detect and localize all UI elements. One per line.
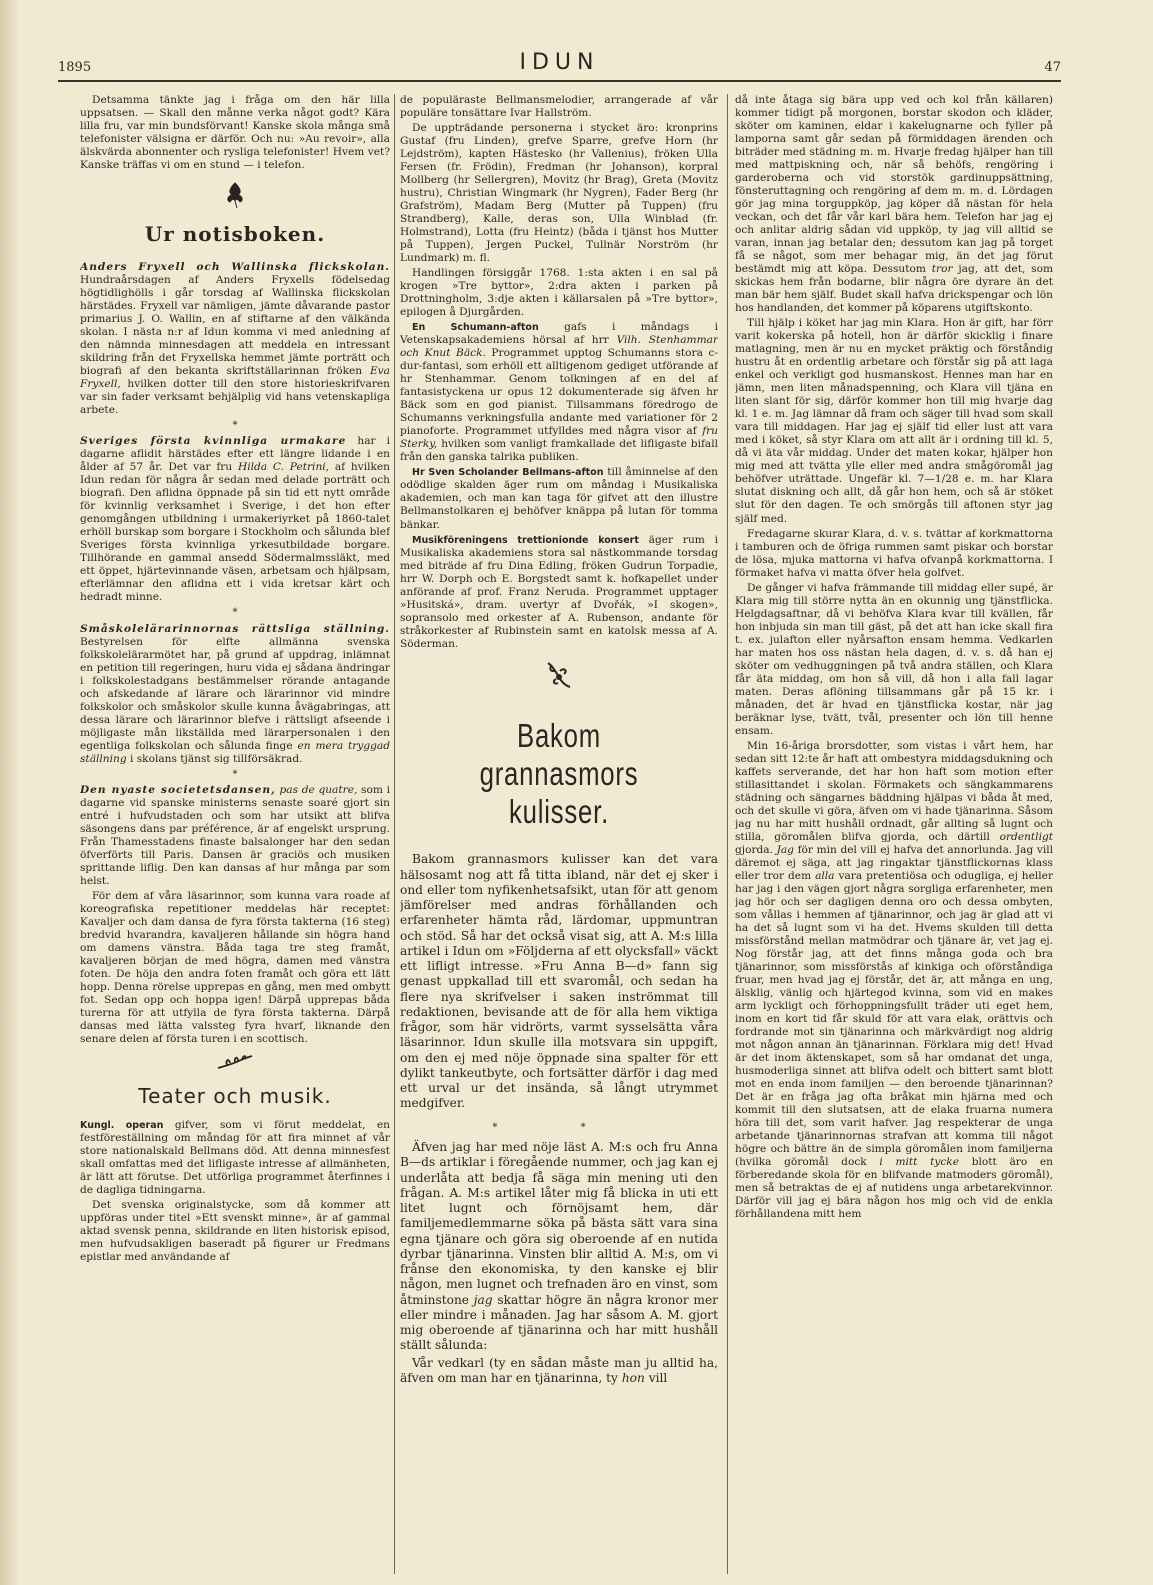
- lead-dans: Den nyaste societetsdansen,: [80, 784, 276, 797]
- article-urmakare: Sveriges första kvinnliga urmakare har i dagarne aflidit härstädes efter ett längre lidande i en ålder af 57 år. Det var fru Hilda C. Petrini, af hvilken Idun redan för några år sedan med delade porträtt och biografi. Den aflidna öppnade på sin tid ett nytt område för kvinnlig verksamhet i Sverige, i det hon efter genomgången utbildning i urmakeriyrket på 1860-talet erhöll burskap som borgare i Stockholm och sålunda blef Sveriges första kvinnliga yrkesutbildade borgare. Tillhörande en gammal ansedd Södermalmssläkt, med ett öppet, hjärtevinnande väsen, arbetsam och hjälpsam, efterlämnar den aflidna ett i vida kretsar kärt och hedradt minne.: [80, 435, 390, 604]
- column-2: [400, 94, 718, 1579]
- cast-paragraph: De uppträdande personerna i stycket äro: kronprins Gustaf (fru Linden), grefve Sparre, grefve Horn (hr Lejdström), kapten Hästesko (hr Vallenius), fröken Ulla Fersen (fr. Frödin), Fredman (hr Johanson), korpral Mollberg (hr Sellergren), Movitz (hr Brag), Greta (Movitz hustru), Christian Wingmark (hr Nygren), Fader Berg (hr Grafström), Madam Berg (Mutter på Tuppen) (fru Strandberg), Kalle, deras son, Ulla Winblad (fr. Holmstrand), Lotta (fru Heintz) (båda i tjänst hos Mutter på Tuppen), Jergen Puckel, Tullnär Norström (hr Lundmark) m. fl.: [400, 122, 718, 265]
- lead-smaskol: Småskolelärarinnornas rättsliga ställning.: [80, 622, 390, 635]
- header-title: IDUN: [519, 50, 600, 75]
- column-1: [80, 94, 390, 1579]
- separator-star: *: [232, 607, 238, 619]
- article-musikforening: Musikföreningens trettionionde konsert äger rum i Musikaliska akademiens stora sal nästkommande torsdag med biträde af fru Dina Edling, fröken Gudrun Torpadie, hrr W. Dorph och E. Borgstedt samt k. hofkapellet under anförande af prof. Franz Neruda. Programmet upptager »Husitská», dram. uvertyr af Dvořák, »I skogen», sopransolo med orkester af A. Rubenson, andante för stråkorkester af Rubinstein samt en katolsk messa af A. Söderman.: [400, 533, 718, 650]
- column-divider-1: [394, 94, 395, 1574]
- bakom-paragraph-1: Bakom grannasmors kulisser kan det vara hälsosamt nog att få titta ibland, när det ej sker i ond eller tom nyfikenhetsafsikt, utan för att genom jämförelser med andras förhållanden och erfarenheter hämta råd, lärdomar, uppmuntran och stöd. Så har det också visat sig, att A. M:s lilla artikel i Idun om »Följderna af ett olycksfall» väckt ett lifligt intresse. »Fru Anna B—d» fann sig genast uppkallad till ett svaromål, och sedan ha flere nya skrifvelser i saken inströmmat till redaktionen, bevisande att de för alla hem viktiga frågor, som här vidrörts, varmt sysselsätta våra läsarinnor. Idun skulle illa motsvara sin uppgift, om den ej med nöje öppnade sina spalter för ett dylikt tankeutbyte, och fortsätter därför i dag med ett urval ur det insända, så långt utrymmet medgifver.: [400, 852, 718, 1111]
- article-schumann: En Schumann-afton gafs i måndags i Vetenskapsakademiens hörsal af hrr Vilh. Stenhammar och Knut Bäck. Programmet upptog Schumanns stora c-dur-fantasi, som erhöll ett alltigenom gediget utförande af hr Stenhammar. Genom tolkningen af en del af fantasistyckena ur opus 12 dokumenterade sig äfven hr Bäck som en god pianist. Tillsammans föredrogo de Schumanns verkningsfulla andante med variationer för 2 pianoforte. Programmet utfylldes med några visor af fru Sterky, hvilken som vanligt framkallade det lifligaste bifall från den ganska talrika publiken.: [400, 321, 718, 464]
- col3-paragraph-3: Fredagarne skurar Klara, d. v. s. tvättar af korkmattorna i tamburen och de öfriga rummen samt piskar och borstar de lösa, mjuka mattorna vi hafva ofvanpå korkmattorna. I förmaket hafva vi matta öfver hela golfvet.: [735, 527, 1053, 579]
- lead-musikforening: Musikföreningens trettionionde konsert: [412, 534, 639, 546]
- intro-paragraph: Detsamma tänkte jag i fråga om den här lilla uppsatsen. — Skall den månne verka något godt? Kära lilla fru, var min bundsförvant! Kanske skola många små telefonister välsigna er därför. Och nu: »Au revoir», alla älskvärda abonnenter och rysliga telefonister! Hvem vet? Kanske träffas vi om en stund — i telefon.: [80, 94, 390, 172]
- article-dans: Den nyaste societetsdansen, pas de quatre, som i dagarne vid spanske ministerns senaste soaré gjort sin entré i hufvudstaden och som har utsikt att blifva säsongens dans par préférence, är af engelskt ursprung. Från Thamesstadens finaste balsalonger har den sedan öfverförts till Paris. Dansen är graciös och musiken sprittande liflig. Den kan dansas af hur många par som helst.: [80, 784, 390, 888]
- floral-ornament-icon: [80, 180, 390, 214]
- header-year: 1895: [58, 60, 92, 75]
- column-divider-2: [727, 94, 728, 1574]
- section-title-teater: Teater och musik.: [138, 1084, 332, 1109]
- lead-opera: Kungl. operan: [80, 1120, 164, 1132]
- article-bakom-body: [400, 852, 718, 1386]
- header-page-number: 47: [1044, 60, 1061, 75]
- col3-paragraph-4: De gånger vi hafva främmande till middag eller supé, är Klara mig till större nytta än en okunnig ung tjänstflicka. Helgdagsaftnar, då vi behöfva Klara kvar till kvällen, får hon inbjuda sin man till gäst, på det att han icke skall fira t. ex. julafton eller nyårsafton ensam hemma. Vedkarlen har maten hos oss nästan hela dagen, d. v. s. då han ej sköter om vedhuggningen på två andra ställen, och Klara får äta middag, om hon så vill, då hon i alla fall lagar maten. Deras aflöning tillsammans går på 15 kr. i månaden, det är hvad en tjänstflicka kostar, när jag beräknar lyse, tvätt, tvål, presenter och lön till henne ensam.: [735, 581, 1053, 737]
- separator-star: *: [232, 419, 238, 431]
- article-dans-recipe: För dem af våra läsarinnor, som kunna vara roade af koreografiska repetitioner meddelas här receptet: Kavaljer och dam dansa de fyra första takterna (16 steg) bredvid hvarandra, kavaljeren hållande sin högra hand om damens vänstra. Båda taga tre steg framåt, kavaljeren början de med högra, damen med vänstra foten. De höja den andra foten framåt och göra ett lätt hopp. Denna rörelse upprepas en gång, men med ombytt fot. Sedan opp och hoppa igen! Därpå upprepas båda turerna för att utfylla de fyra första takterna. Därpå dansas med lätta valssteg fyra hvarf, liknande den senare delen af första turen i en scottisch.: [80, 890, 390, 1046]
- separator-stars: * *: [492, 1121, 626, 1133]
- article-opera: Kungl. operan gifver, som vi förut meddelat, en festföreställning om måndag för att fira minnet af vår store nationalskald Bellmans död. Att denna minnesfest skall omfattas med det lifligaste intresse af allmänheten, är lätt att förutse. Det utförliga programmet återfinnes i de dagliga tidningarna.: [80, 1119, 390, 1197]
- section-title-notisboken: Ur notisboken.: [144, 222, 326, 247]
- vine-ornament-icon: [400, 659, 718, 695]
- lead-scholander: Hr Sven Scholander Bellmans-afton: [412, 467, 604, 479]
- lead-urmakare: Sveriges första kvinnliga urmakare: [80, 435, 347, 448]
- handling-paragraph: Handlingen försiggår 1768. 1:sta akten i en sal på krogen »Tre byttor», 2:dra akten i parken på Drottningholm, 3:dje akten i källarsalen på »Tre byttor», epilogen å Djurgården.: [400, 267, 718, 319]
- article-opera-cont: Det svenska originalstycke, som då kommer att uppföras under titel »Ett svenskt minne», är af gammal aktad svensk penna, skildrande en liten historisk episod, men hufvudsakligen baseradt på figurer ur Fredmans epistlar med användande af: [80, 1199, 390, 1264]
- col3-paragraph-2: Till hjälp i köket har jag min Klara. Hon är gift, har förr varit kokerska på hotell, hon är därför skicklig i finare matlagning, men är nu en mycket präktig och förståndig hustru åt en ordentlig arbetare och förstår sig på att laga enkel och verkligt god husmanskost. Hennes man har en jämn, men liten månadspenning, och Klara vill tjäna en liten slant för sig, därför kommer hon till mig hvarje dag kl. 1 e. m. Jag lämnar då fram och säger till hvad som skall vara till middagen. Har jag ej själf tid eller lust att vara med i köket, så styr Klara om att allt är i ordning till kl. 5, då vi äta vår middag. Under det maten kokar, hjälper hon mig med att tvätta ylle eller med andra smågöromål jag behöfver uträttade. Ungefär kl. 7—1/28 e. m. har Klara slutat diskning och allt, då går hon hem, och så är stöket slut för den dagen. Te och smörgås till aftonen styr jag själf med.: [735, 317, 1053, 525]
- page-binding-edge: [0, 0, 18, 1585]
- separator-star: *: [232, 768, 238, 780]
- leaf-ornament-icon: [80, 1054, 390, 1076]
- lead-fryxell: Anders Fryxell och Wallinska flickskolan.: [80, 260, 390, 273]
- page-header: [58, 50, 1061, 82]
- lead-schumann: En Schumann-afton: [412, 322, 539, 334]
- article-fryxell: Anders Fryxell och Wallinska flickskolan. Hundraårsdagen af Anders Fryxells födelsedag högtidlighölls i går torsdag af Wallinska flickskolan härstädes. Fryxell var nämligen, jämte dåvarande pastor primarius J. O. Wallin, en af stiftarne af den välkända skolan. I nästa n:r af Idun komma vi med anledning af den nämnda minnesdagen att meddela en intressant skildring från det Fryxellska hemmet jämte porträtt och biografi af den bekanta skriftställarinnan fröken Eva Fryxell, hvilken dotter till den store historieskrifvaren var sin fader verksamt behjälplig vid hans vetenskapliga arbete.: [80, 260, 390, 416]
- article-scholander: Hr Sven Scholander Bellmans-afton till åminnelse af den odödlige skalden äger rum om måndag i Musikaliska akademien, och man kan taga för gifvet att den illustre Bellmanstolkaren ej behöfver knäppa på lutan för tomma bänkar.: [400, 466, 718, 531]
- column-3: [735, 94, 1053, 1579]
- bakom-paragraph-3: Vår vedkarl (ty en sådan måste man ju alltid ha, äfven om man har en tjänarinna, ty hon vill: [400, 1355, 718, 1385]
- article-smaskol: Småskolelärarinnornas rättsliga ställning. Bestyrelsen för elfte allmänna svenska folkskolelärarmötet har, på grund af uppdrag, inlämnat en petition till regeringen, huru vida ej sådana ändringar i folkskolestadgans bestämmelser rörande antagande och afskedande af lärare och lärarinnor vid mindre folkskolor och småskolor skulle kunna åvägabringas, att dessa lärare och lärarinnor blefve i rättsligt afseende i möjligaste mån likställda med lärarpersonalen i den egentliga folkskolan och sålunda finge en mera tryggad ställning i skolans tjänst sig tillförsäkrad.: [80, 622, 390, 765]
- article-title-bakom: Bakom grannasmors kulisser.: [479, 716, 639, 830]
- col3-paragraph-5: Min 16-åriga brorsdotter, som vistas i vårt hem, har sedan sitt 12:te år haft att ombestyra middagsdukning och kaffets serverande, det har hon haft som motion efter stillasittandet i skolan. Förmakets och sängkammarens städning och sängarnes bäddning hjälpas vi båda åt med, och det skulle vi göra, äfven om vi hade tjänarinna. Såsom jag nu har mitt hushåll ordnadt, går allting så lugnt och stilla, göromålen blifva gjorda, och därtill ordentligt gjorda. Jag för min del vill ej hafva det annorlunda. Jag vill däremot ej säga, att jag ringaktar tjänstflickornas klass eller tror dem alla vara pretentiösa och odugliga, ej heller har jag i den vägen gjort några sorgliga erfarenheter, men jag hör och ser dagligen denna oro och dessa ombyten, som vållas i hemmen af tjänarinnor, och jag är glad att vi ha det så lugnt som vi ha det. Hvems skulden till detta missförstånd mellan matmödrar och tjänare är, vet jag ej. Nog förstår jag, att det finns många goda och bra tjänarinnor, som missförstås af kinkiga och oförståndiga fruar, men hvad jag ej förstår, det är, att många en ung, älsklig, vänlig och hjärtegod kvinna, som vid en makes arm lyckligt och förhoppningsfullt träder uti eget hem, inom en kort tid får skuld för att vara elak, orättvis och fordrande mot sin tjänarinna och märkvärdigt nog aldrig mot någon annan än tjänarinnan. Förklara mig det! Hvad är det inom äktenskapet, som så har omdanat det unga, husmoderliga sinnet att blifva odelt och bittert samt blott mot en enda inom familjen — den beroende tjänarinnan? Det är en fråga jag ofta bråkat min hjärna med och kommit till den slutsatsen, att de elaka fruarna numera höra till det, som varit hafver. Jag respekterar de unga arbetande tjänarinnornas strafvan att komma till något högre och bättre än de simpla göromålen inom familjerna (hvilka göromål dock i mitt tycke blott äro en förberedande skola för en blifvande matmoders göromål), men så betraktas de ej af nutidens unga arbetarekvinnor. Därför vill jag ej bära någon hos mig och vid de enkla förhållandena mitt hem: [735, 739, 1053, 1221]
- bellman-cont: de populäraste Bellmansmelodier, arrangerade af vår populäre tonsättare Ivar Hallström.: [400, 94, 718, 120]
- col3-paragraph-1: då inte åtaga sig bära upp ved och kol från källaren) kommer tidigt på morgonen, borstar skodon och kläder, sköter om kaminen, eldar i kakelugnarne och fyller på lamporna samt går sedan på förmiddagen ärenden och biträder med städning m. m. Hvarje fredag hjälper han till med mattpiskning och, när så behöfs, rengöring i garderoberna och vid storstök gardinuppsättning, fönsteruttagning och rengöring af dem m. m. d. Lördagen gör jag mina torguppköp, jag köper då nästan för hela veckan, och det får vår karl bära hem. Telefon har jag ej och anlitar aldrig sådan vid uppköp, ty jag vill alltid se varan, innan jag betalar den; dessutom kan jag på torget få se något, som mer behagar mig, än det jag förut bestämdt mig att köpa. Dessutom tror jag, att det, som skickas hem från bodarne, blir några öre dyrare än det man bär hem själf. Budet skall hafva drickspengar och lön hos handlanden, det kommer på köparens utgiftskonto.: [735, 94, 1053, 315]
- bakom-paragraph-2: Äfven jag har med nöje läst A. M:s och fru Anna B—ds artiklar i föregående nummer, och jag kan ej underlåta att bedja få säga min mening uti den frågan. A. M:s artikel låter mig få blicka in uti ett litet lugnt och förnöjsamt hem, där familjemedlemmarne söka på bästa sätt vara sina egna tjänare och göra sig oberoende af en nutida dyrbar tjänarinna. Vinsten blir alltid A. M:s, om vi frånse den ekonomiska, ty den kanske ej blir någon, men lugnet och trefnaden äro en vinst, som åtminstone jag skattar högre än några kronor mer eller mindre i månaden. Jag har såsom A. M. gjort mig oberoende af tjänarinna och har mitt hushåll ställt sålunda:: [400, 1140, 718, 1353]
